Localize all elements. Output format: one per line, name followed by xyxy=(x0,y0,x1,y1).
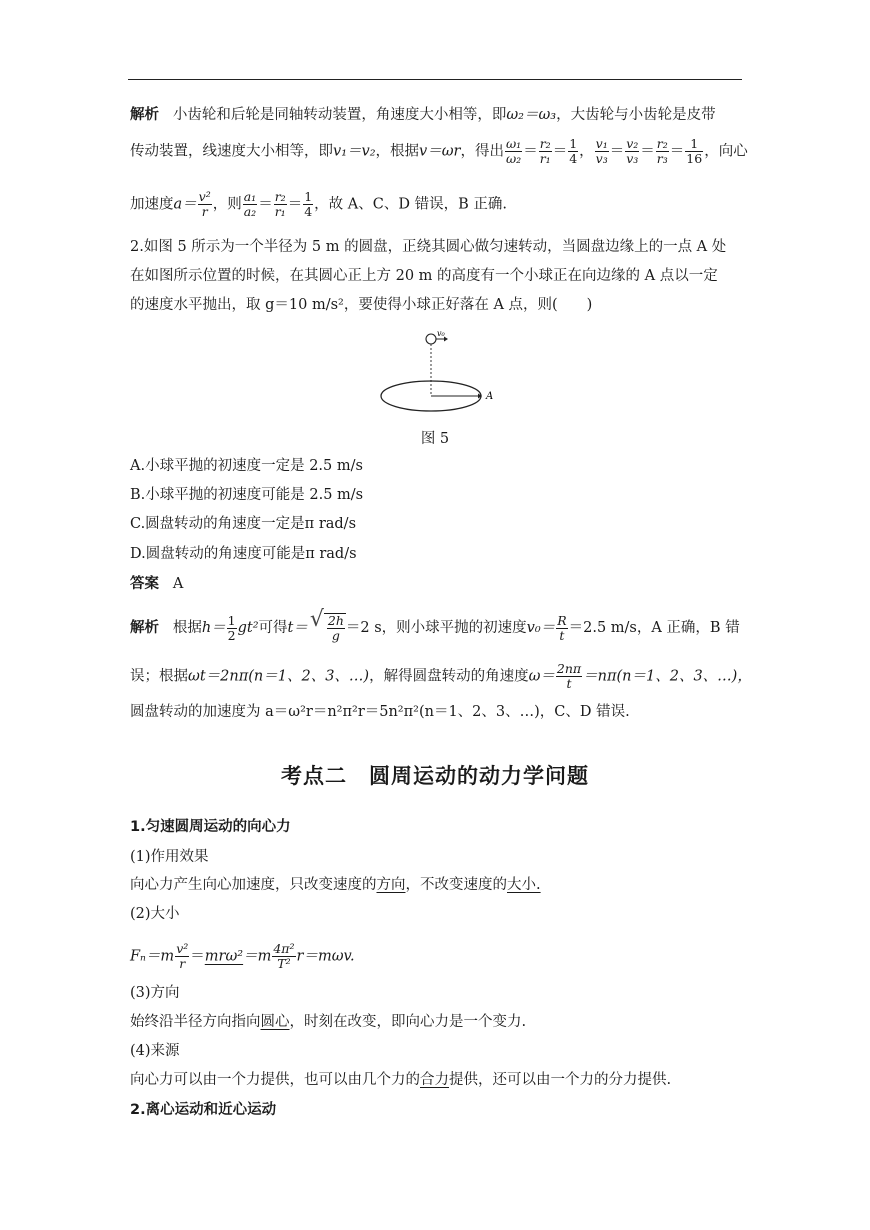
section-title: 考点二 圆周运动的动力学问题 xyxy=(281,764,589,788)
blank-answer: mrω² xyxy=(204,948,244,965)
fraction: $\frac{\text{4π²}}{\text{T²}}$ xyxy=(273,941,295,971)
question-line3: 的速度水平抛出，取 g＝10 m/s²，要使得小球正好落在 A 点，则( ) xyxy=(130,297,593,313)
analysis-label: 解析 xyxy=(130,107,159,123)
option-d: D.圆盘转动的角速度可能是π rad/s xyxy=(130,546,357,562)
figure-caption: 图 5 xyxy=(420,431,450,447)
analysis2-line1: 解析 根据h＝ $\frac{1}{2}$ gt²可得t＝ √ $\frac{2h}{g}$ ＝2 s，则小球平抛的初速度v₀＝ $\frac{R}{t}$ ＝2.5 m/s，A 正确，B 错 xyxy=(130,607,740,643)
subsection-2-title: (2)大小 xyxy=(130,906,180,922)
square-root: √ $\frac{2h}{g}$ xyxy=(309,607,344,643)
analysis1-line2: 传动装置，线速度大小相等，即v₁＝v₂，根据v＝ωr，得出 $\frac{\text{ω₁}}{\text{ω₂}}$ ＝ $\frac{\text{r₂}}{\text{r₁}}$ ＝ $\frac{1}{4}$ ， $\frac{\text{v₁}}{\text{v₃}}$ ＝ $\frac{\text{v₂}}{\text{v₃}}$ ＝ $\frac{\text{r₂}}{\text{r₃}}$ ＝ $\frac{1}{16}$ ，向心 xyxy=(130,136,748,166)
point-a-label: A xyxy=(486,391,494,402)
subsection-3-text: 始终沿半径方向指向圆心，时刻在改变，即向心力是一个变力. xyxy=(130,1014,527,1030)
fraction: $\frac{\text{r₂}}{\text{r₃}}$ xyxy=(656,136,668,166)
subsection-1-title: (1)作用效果 xyxy=(130,849,209,865)
fraction: $\frac{\text{a₁}}{\text{a₂}}$ xyxy=(243,189,257,219)
subsection-4-text: 向心力可以由一个力提供，也可以由几个力的合力提供，还可以由一个力的分力提供. xyxy=(130,1072,672,1088)
fraction: $\frac{R}{t}$ xyxy=(557,612,567,643)
analysis1-line3: 加速度a＝ $\frac{\text{v²}}{r}$ ，则 $\frac{\text{a₁}}{\text{a₂}}$ ＝ $\frac{\text{r₂}}{\text{r₁}}$ ＝ $\frac{1}{4}$ ，故 A、C、D 错误，B 正确. xyxy=(130,189,507,219)
fraction: $\frac{\text{ω₁}}{\text{ω₂}}$ xyxy=(505,136,522,166)
fraction: $\frac{1}{16}$ xyxy=(686,136,703,166)
analysis-label: 解析 xyxy=(130,620,159,636)
option-a: A.小球平抛的初速度一定是 2.5 m/s xyxy=(130,458,363,474)
radius-arrowhead xyxy=(478,394,482,399)
question-line2: 在如图所示位置的时候，在其圆心正上方 20 m 的高度有一个小球正在向边缘的 A 点以一定 xyxy=(130,268,718,284)
fraction: $\frac{\text{v²}}{r}$ xyxy=(198,189,211,219)
fraction: $\frac{2n\pi}{t}$ xyxy=(556,661,582,691)
fraction: $\frac{\text{r₂}}{\text{r₁}}$ xyxy=(274,189,286,219)
velocity-label: v₀ xyxy=(437,329,445,338)
fraction: $\frac{1}{4}$ xyxy=(304,189,313,219)
subsection-4-title: (4)来源 xyxy=(130,1043,180,1059)
analysis2-line2: 误；根据ωt＝2nπ(n＝1、2、3、…)，解得圆盘转动的角速度ω＝ $\frac{2n\pi}{t}$ ＝nπ(n＝1、2、3、…)， xyxy=(130,661,752,691)
answer-label: 答案 xyxy=(130,576,159,592)
fraction: $\frac{\text{r₂}}{\text{r₁}}$ xyxy=(539,136,551,166)
force-formula: Fₙ＝m $\frac{\text{v²}}{r}$ ＝mrω²＝m $\frac{\text{4π²}}{\text{T²}}$ r＝mωv. xyxy=(130,941,355,971)
subsection-3-title: (3)方向 xyxy=(130,985,180,1001)
question-line1: 2.如图 5 所示为一个半径为 5 m 的圆盘，正绕其圆心做匀速转动，当圆盘边缘上的一点 A 处 xyxy=(130,239,727,255)
blank-answer: 大小. xyxy=(507,877,541,893)
option-c: C.圆盘转动的角速度一定是π rad/s xyxy=(130,516,357,532)
fraction: $\frac{1}{2}$ xyxy=(227,612,236,643)
subsection-1-text: 向心力产生向心加速度，只改变速度的方向，不改变速度的大小. xyxy=(130,877,541,893)
analysis1-line1: 解析 小齿轮和后轮是同轴转动装置，角速度大小相等，即ω₂＝ω₃，大齿轮与小齿轮是皮带 xyxy=(130,107,716,123)
blank-answer: 方向 xyxy=(376,877,406,893)
fraction: $\frac{\text{v₂}}{\text{v₃}}$ xyxy=(626,136,639,166)
fraction: $\frac{1}{4}$ xyxy=(569,136,578,166)
subheading-1: 1.匀速圆周运动的向心力 xyxy=(130,819,291,835)
figure-disk-diagram xyxy=(378,328,508,416)
blank-answer: 圆心 xyxy=(260,1014,290,1030)
fraction: $\frac{\text{v₁}}{\text{v₃}}$ xyxy=(595,136,608,166)
subheading-2: 2.离心运动和近心运动 xyxy=(130,1102,277,1118)
answer-line xyxy=(130,575,183,593)
answer-value: A xyxy=(172,576,184,592)
option-b: B.小球平抛的初速度可能是 2.5 m/s xyxy=(130,487,364,503)
analysis2-line3: 圆盘转动的加速度为 a＝ω²r＝n²π²r＝5n²π²(n＝1、2、3、…)，C、D 错误. xyxy=(130,704,630,720)
blank-answer: 合力 xyxy=(420,1072,449,1088)
header-rule xyxy=(128,79,742,80)
ball-circle xyxy=(426,334,436,344)
fraction: $\frac{\text{v²}}{r}$ xyxy=(176,941,189,971)
